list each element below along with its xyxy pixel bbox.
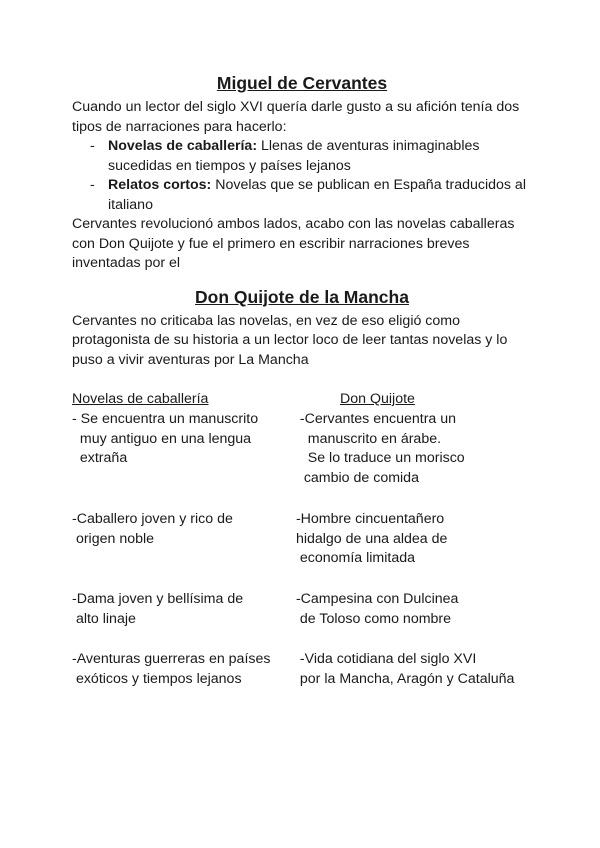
comparison-row <box>72 590 532 650</box>
quijote-paragraph: Cervantes no criticaba las novelas, en vez de eso eligió como protagonista de su historia a un lector loco de leer tantas novelas y lo puso a vivir aventuras por La Mancha <box>72 312 508 368</box>
right-column-header: Don Quijote <box>340 391 415 407</box>
row-right-cell <box>292 650 532 689</box>
cell-line: manuscrito en árabe. <box>292 430 442 447</box>
comparison-row <box>72 410 532 510</box>
row-right-cell <box>292 590 532 629</box>
row-left-cell <box>72 590 287 629</box>
bullet-term: Novelas de caballería: <box>108 138 258 154</box>
title-don-quijote: Don Quijote de la Mancha <box>195 286 409 307</box>
row-right-cell <box>292 410 532 488</box>
comparison-row <box>72 650 532 690</box>
cell-line: por la Mancha, Aragón y Cataluña <box>292 670 515 687</box>
comparison-table <box>72 390 532 690</box>
dash-bullet: - <box>90 138 95 154</box>
outro-paragraph: Cervantes revolucionó ambos lados, acabo con las novelas caballeras con Don Quijote y fue el primero en escribir narraciones breves inventadas por el <box>72 216 515 271</box>
comparison-row <box>72 510 532 590</box>
cell-line: muy antiguo en una lengua <box>72 430 252 447</box>
cell-line: -Caballero joven y rico de <box>72 511 233 527</box>
cell-line: - Se encuentra un manuscrito <box>72 411 259 427</box>
cell-line: -Aventuras guerreras en países <box>72 651 271 667</box>
dash-bullet: - <box>90 177 95 193</box>
list-item <box>72 137 532 176</box>
cell-line: Se lo traduce un morisco <box>292 450 465 466</box>
bullet-term: Relatos cortos: <box>108 177 212 193</box>
list-item <box>72 176 532 215</box>
narrative-types-list <box>72 137 532 215</box>
row-left-cell <box>72 410 287 469</box>
cell-line: -Hombre cincuentañero <box>292 511 445 527</box>
cell-line: economía limitada <box>292 550 416 566</box>
row-left-cell <box>72 510 287 549</box>
cell-line: alto linaje <box>72 610 136 627</box>
cell-line: -Dama joven y bellísima de <box>72 591 244 607</box>
left-column-header: Novelas de caballería <box>72 391 209 407</box>
row-right-cell <box>292 510 532 569</box>
cell-line: extraña <box>72 450 128 466</box>
cell-line: -Campesina con Dulcinea <box>292 591 459 607</box>
cell-line: exóticos y tiempos lejanos <box>72 670 242 687</box>
cell-line: -Vida cotidiana del siglo XVI <box>292 651 477 667</box>
bullet-text: Llenas de aventuras inimaginables sucedidas en tiempos y países lejanos <box>108 138 480 174</box>
comparison-header <box>72 390 532 410</box>
cell-line: cambio de comida <box>292 469 419 486</box>
bullet-text: Novelas que se publican en España traducidos al italiano <box>108 177 526 213</box>
cell-line: hidalgo de una aldea de <box>292 530 448 547</box>
title-cervantes: Miguel de Cervantes <box>216 73 388 93</box>
document-page <box>72 72 532 690</box>
intro-paragraph: Cuando un lector del siglo XVI quería darle gusto a su afición tenía dos tipos de narraciones para hacerlo: <box>72 99 520 135</box>
cell-line: -Cervantes encuentra un <box>292 411 457 427</box>
row-left-cell <box>72 650 287 689</box>
cell-line: de Toloso como nombre <box>292 610 452 627</box>
cell-line: origen noble <box>72 530 155 547</box>
